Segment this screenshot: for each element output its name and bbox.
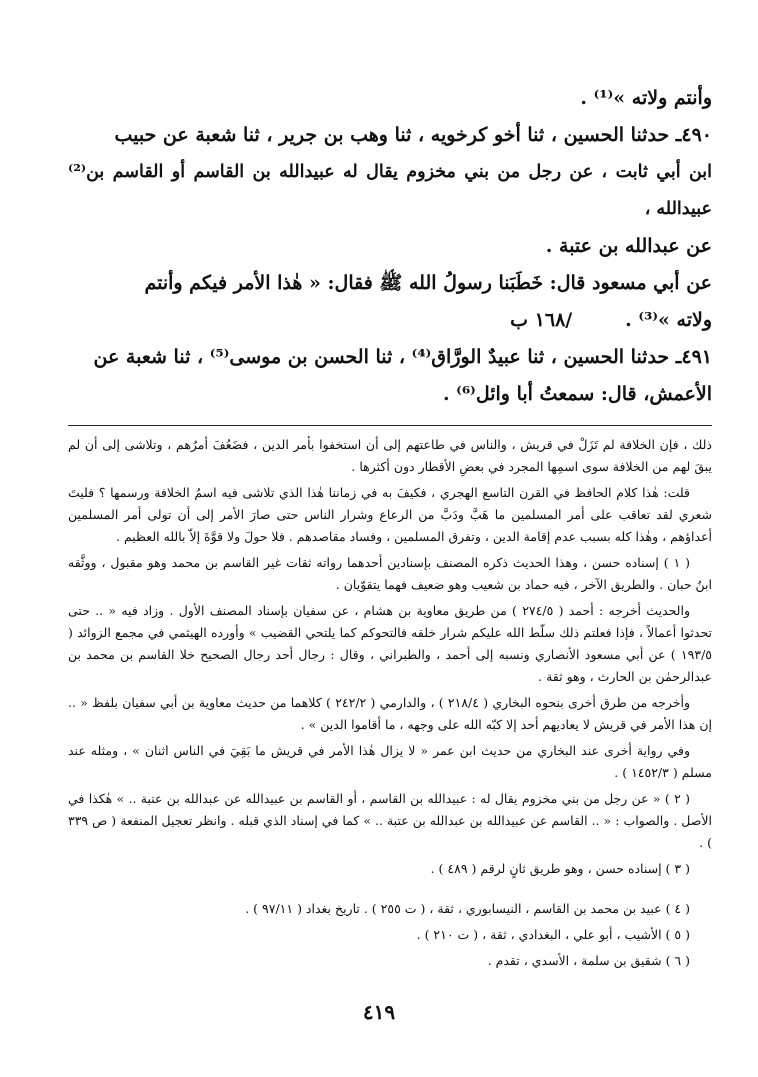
footnote-1-para-2: والحديث أخرجه : أحمد ( ٢٧٤/٥ ) من طريق معاوية بن هشام ، عن سفيان بإسناد المصنف الأول . وزاد فيه « .. حتى تحدثوا أعمالاً ، فإذا فعلتم ذلك سلّط الله عليكم شرار خلقه فالتحوكم كما يلتحي القضيب » وأورده الهيثمي في مجمع الزوائد ( ١٩٣/٥ ) عن أبي مسعود الأنصاري ونسبه إلى أحمد ، والطبراني ، وقال : رجال أحد رجال الصحيح خلا القاسم بن محمد بن عبدالرحمٰن بن الحارث ، وهو ثقة .	[68, 603, 712, 684]
footnote-intro-2: قلت: هٰذا كلام الحافظ في القرن التاسع الهجري ، فكيفَ به في زماننا هٰذا الذي تلاشى فيه اسمُ الخلافة ورسمها ؟ فليتَ شعري لقد تعاقب على أمر المسلمين ما هَبَّ ودَبَّ من الرعاع وشرار الناس حتى صارَ الأمر إلى أن تولى أمر المسلمين أعداؤهم ، وهٰذا كله بسبب عدم إقامة الدين ، وتفرق المسلمين ، وفساد مقاصدهم . فلا حولَ ولا قوَّةَ إلاّ بالله العظيم .	[68, 485, 712, 544]
main-line-1: وأنتم ولاته »⁽¹⁾ .	[580, 87, 712, 109]
footnote-4: ( ٤ ) عبيد بن محمد بن القاسم ، النيسابوري ، ثقة ، ( ت ٢٥٥ ) . تاريخ بغداد ( ٩٧/١١ ) .	[245, 901, 690, 916]
footnote-1-para-4: وفي رواية أخرى عند البخاري من حديث ابن عمر « لا يزال هٰذا الأمر في قريش ما بَقِيَ في الناس اثنان » ، ومثله عند مسلم ( ١٤٥٢/٣ ) .	[68, 743, 712, 780]
footnote-5: ( ٥ ) الأشيب ، أبو علي ، البغدادي ، ثقة ، ( ت ٢١٠ ) .	[416, 927, 690, 942]
footnotes	[68, 434, 712, 972]
page-body	[68, 80, 712, 976]
footnote-1-para-1: ( ١ ) إسناده حسن ، وهذا الحديث ذكره المصنف بإسنادين أحدهما رواته ثقات غير القاسم بن محمد وهو مقبول ، ووثَّقه ابنُ حبان . والطريق الآخر ، فيه حماد بن شعيب وهو ضعيف فهما يتقوّيان .	[68, 555, 712, 592]
footnote-1-para-3: وأخرجه من طرق أخرى بنحوه البخاري ( ٢١٨/٤ ) ، والدارمي ( ٢٤٢/٢ ) كلاهما من حديث معاوية بن أبي سفيان بلفظ « .. إن هذا الأمر في قريش لا يعاديهم أحد إلا كبّه الله على وجهه ، ما أقاموا الدين » .	[68, 695, 712, 732]
main-text	[68, 80, 712, 413]
main-line-7: ٤٩١ـ حدثنا الحسين ، ثنا عبيدٌ الورَّاق⁽⁴⁾ ، ثنا الحسن بن موسى⁽⁵⁾ ، ثنا شعبة عن	[93, 346, 712, 368]
main-line-2: ٤٩٠ـ حدثنا الحسين ، ثنا أخو كرخويه ، ثنا وهب بن جرير ، ثنا شعبة عن حبيب	[114, 124, 712, 146]
footnote-intro-1: ذلك ، فإن الخلافة لم تَزَلْ في قريش ، والناس في طاعتهم إلى أن استخفوا بأمر الدين ، فضَعُفَ أمرُهم ، وتلاشى إلى أن لم يبقَ لهم من الخلافة سوى اسمِها المجرد في بعضِ الأقطار دون أكثرها .	[68, 437, 712, 474]
footnote-divider	[68, 425, 712, 426]
page-number: ٤١٩	[362, 1000, 396, 1024]
main-line-6: ولاته »⁽³⁾ . /١٦٨ ب	[510, 309, 712, 331]
main-line-4: عن عبدالله بن عتبة .	[545, 235, 712, 257]
main-line-5: عن أبي مسعود قال: خَطَبَنا رسولُ الله ﷺ فقال: « هٰذا الأمر فيكم وأنتم	[144, 272, 712, 294]
footnote-3: ( ٣ ) إسناده حسن ، وهو طريق ثانٍ لرقم ( ٤٨٩ ) .	[430, 861, 690, 876]
footnote-gap	[68, 884, 712, 898]
footnote-2: ( ٢ ) « عن رجل من بني مخزوم يقال له : عبيدالله بن القاسم ، أو القاسم بن عبيدالله عن عبدالله بن عتبة .. » هٰكذا في الأصل . والصواب : « .. القاسم عن عبيدالله بن عبدالله بن عتبة .. » كما في إسناد الذي قبله . وانظر تعجيل المنفعة ( ص ٣٣٩ ) .	[68, 791, 712, 850]
main-line-8: الأعمش، قال: سمعتُ أبا وائل⁽⁶⁾ .	[442, 383, 712, 405]
main-line-3: ابن أبي ثابت ، عن رجل من بني مخزوم يقال له عبيدالله بن القاسم أو القاسم بن⁽²⁾ عبيدالله ،	[68, 162, 712, 219]
footnote-6: ( ٦ ) شقيق بن سلمة ، الأسدي ، تقدم .	[487, 953, 690, 968]
